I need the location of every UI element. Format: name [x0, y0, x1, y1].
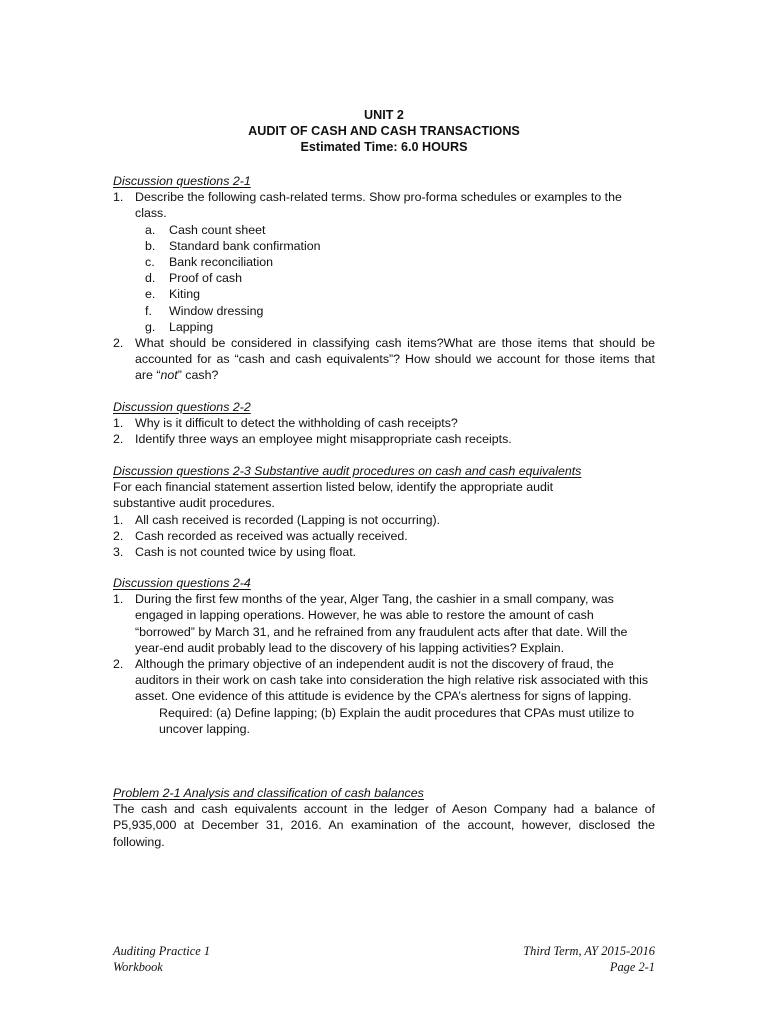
question-item: [113, 544, 655, 560]
question-text: Cash is not counted twice by using float.: [135, 545, 357, 560]
question-text-end: ” cash?: [177, 368, 219, 383]
term-letter: c.: [145, 255, 155, 270]
footer-left: [113, 943, 210, 975]
question-text: Although the primary objective of an independent audit is not the discovery of fraud, the auditors in their work on cash take into consideration the high relative risk associated with this asset. One evidence of this attitude is evidence by the CPA’s alertness for signs of lapping.: [135, 657, 649, 704]
footer-right: [523, 943, 655, 975]
question-number: 3.: [113, 545, 124, 560]
term-text: Standard bank confirmation: [169, 238, 321, 253]
page-header: [0, 107, 768, 155]
question-number: 2.: [113, 432, 124, 447]
term-letter: d.: [145, 271, 156, 286]
question-text: What should be considered in classifying cash items?What are those items that should be accounted for as “cash and cash equivalents”? How should we account for those items that are “: [135, 336, 655, 383]
question-list: [113, 189, 655, 383]
question-item: [113, 528, 655, 544]
term-text: Kiting: [169, 287, 200, 302]
question-number: 2.: [113, 657, 124, 672]
term-item: [135, 286, 655, 302]
term-label: Third Term, AY 2015-2016: [523, 944, 655, 958]
term-text: Bank reconciliation: [169, 255, 274, 270]
question-item: [113, 656, 655, 705]
discussion-2-4: [113, 575, 655, 737]
term-letter: g.: [145, 319, 156, 334]
page-number: Page 2-1: [609, 960, 655, 974]
problem-text: The cash and cash equivalents account in the ledger of Aeson Company had a balance of P5,935,000 at December 31, 2016. An examination of the account, however, disclosed the following.: [113, 802, 655, 849]
problem-2-1: [113, 785, 655, 850]
estimated-time: Estimated Time: 6.0 HOURS: [300, 140, 468, 154]
unit-label: UNIT 2: [364, 108, 404, 122]
section-intro: For each financial statement assertion listed below, identify the appropriate audit substantive audit procedures.: [113, 480, 554, 511]
question-item: [113, 189, 655, 335]
workbook-label: Workbook: [113, 960, 163, 974]
course-name: Auditing Practice 1: [113, 944, 211, 958]
question-item: [113, 512, 655, 528]
term-item: [135, 222, 655, 238]
question-number: 1.: [113, 592, 124, 607]
term-item: [135, 254, 655, 270]
section-heading: Discussion questions 2-2: [113, 400, 251, 414]
discussion-2-2: [113, 399, 655, 448]
term-letter: a.: [145, 222, 156, 237]
question-number: 1.: [113, 416, 124, 431]
question-number: 1.: [113, 190, 124, 205]
question-text: Identify three ways an employee might misappropriate cash receipts.: [135, 432, 512, 447]
question-list: [113, 591, 655, 704]
terms-list: [135, 222, 655, 335]
question-list: [113, 415, 655, 447]
term-item: [135, 270, 655, 286]
question-list: [113, 512, 655, 561]
question-number: 2.: [113, 336, 124, 351]
section-heading: Discussion questions 2-1: [113, 174, 251, 188]
question-item: [113, 591, 655, 656]
section-heading: Discussion questions 2-3 Substantive audit procedures on cash and cash equivalents: [113, 464, 582, 478]
term-text: Proof of cash: [169, 271, 243, 286]
question-number: 1.: [113, 512, 124, 527]
discussion-2-3: [113, 463, 655, 560]
question-text: Cash recorded as received was actually received.: [135, 528, 408, 543]
term-item: [135, 238, 655, 254]
question-number: 2.: [113, 528, 124, 543]
term-item: [135, 303, 655, 319]
section-heading: Problem 2-1 Analysis and classification of cash balances: [113, 786, 424, 800]
required-text: Required: (a) Define lapping; (b) Explain the audit procedures that CPAs must utilize to uncover lapping.: [159, 705, 634, 736]
question-text: Why is it difficult to detect the withholding of cash receipts?: [135, 416, 458, 431]
term-letter: b.: [145, 238, 156, 253]
term-letter: f.: [145, 303, 152, 318]
discussion-2-1: [113, 173, 655, 384]
term-text: Cash count sheet: [169, 222, 266, 237]
section-heading: Discussion questions 2-4: [113, 576, 251, 590]
term-item: [135, 319, 655, 335]
question-text: During the first few months of the year, Alger Tang, the cashier in a small company, was engaged in lapping operations. However, he was able to restore the amount of cash “borrowed” by March 31, and he refrained from any fraudulent acts after that date. Will the year-end audit probably lead to the discovery of his lapping activities? Explain.: [135, 592, 628, 655]
question-text: All cash received is recorded (Lapping is not occurring).: [135, 512, 441, 527]
term-text: Window dressing: [169, 303, 264, 318]
term-text: Lapping: [169, 319, 214, 334]
question-item: [113, 335, 655, 384]
question-text: Describe the following cash-related terms. Show pro-forma schedules or examples to the class.: [135, 190, 622, 221]
emphasis-text: not: [160, 368, 178, 383]
term-letter: e.: [145, 287, 156, 302]
unit-title: AUDIT OF CASH AND CASH TRANSACTIONS: [248, 124, 520, 138]
question-item: [113, 415, 655, 431]
question-item: [113, 431, 655, 447]
